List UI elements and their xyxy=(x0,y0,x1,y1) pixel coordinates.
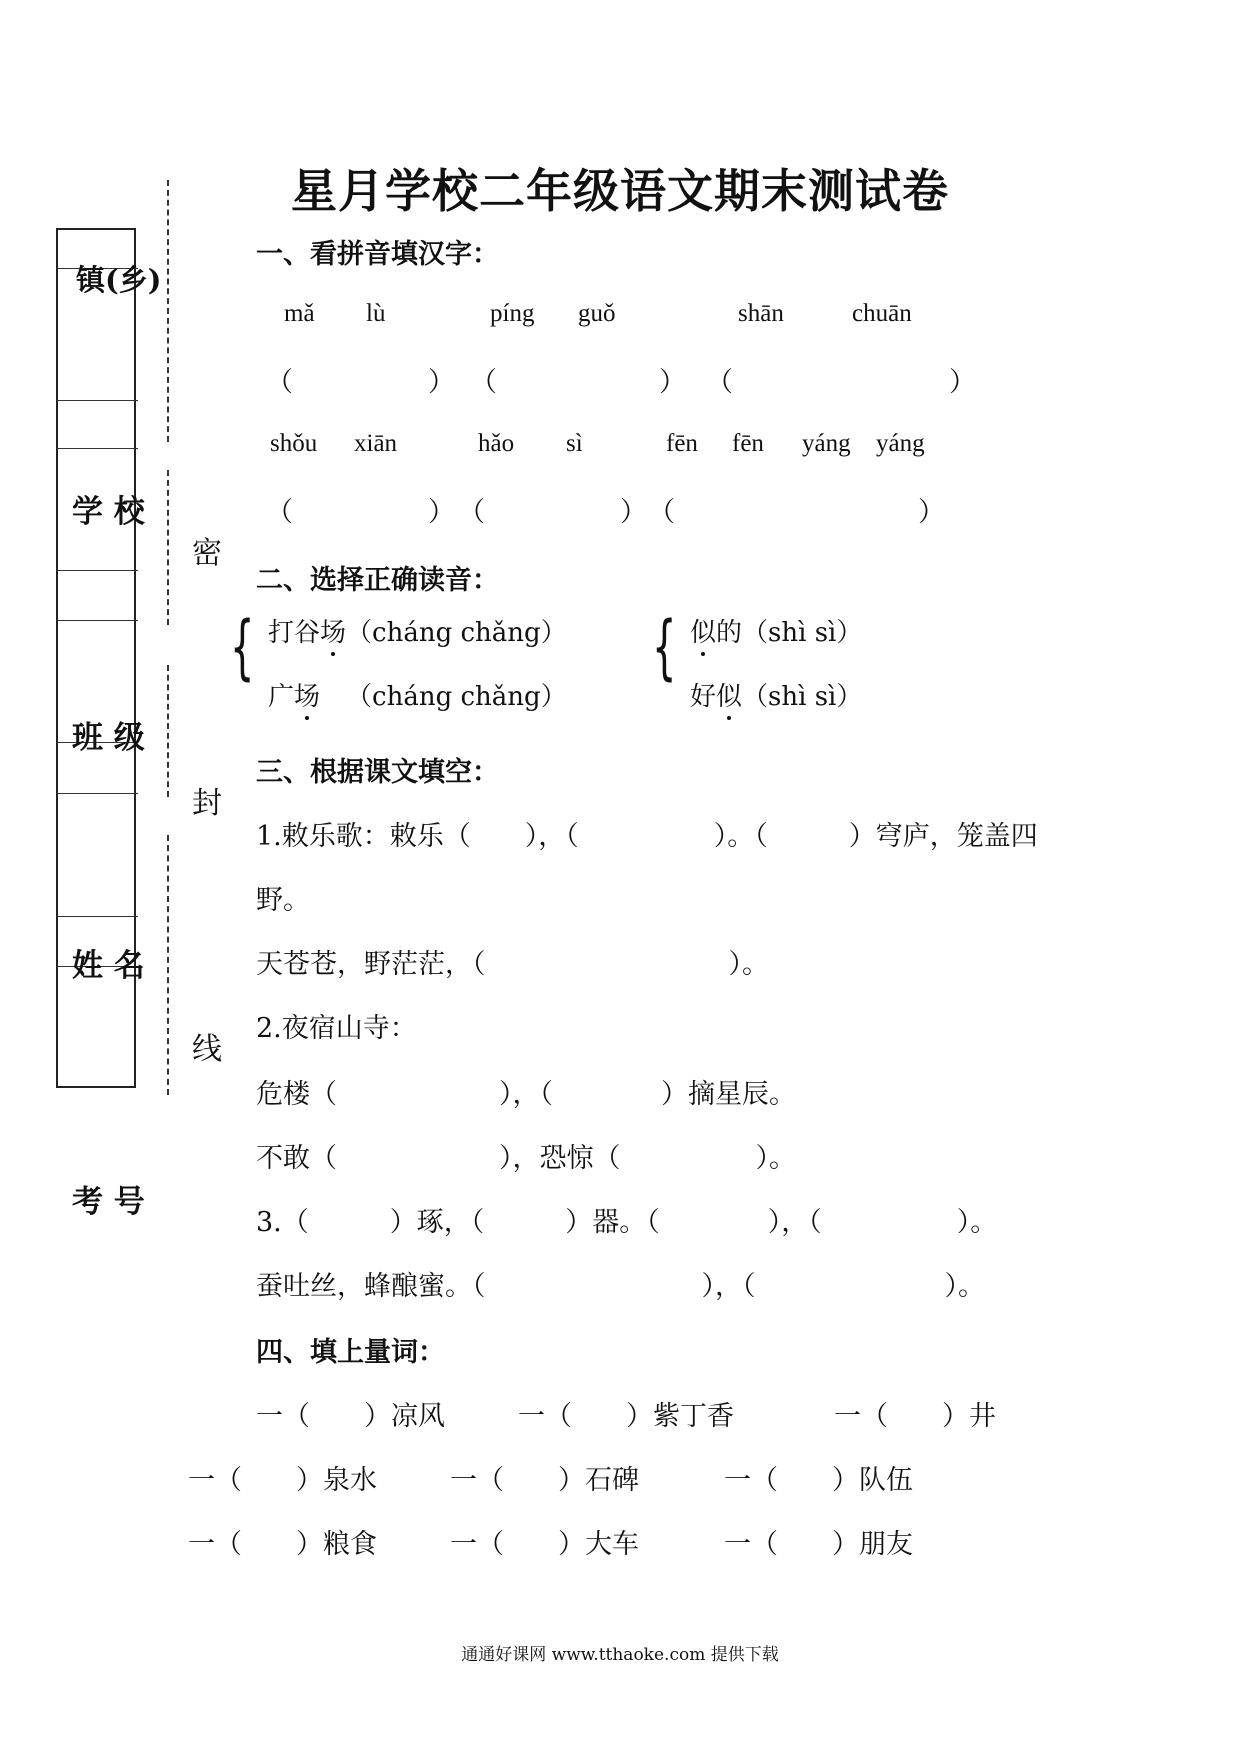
pinyin: fēn xyxy=(666,430,698,457)
fill-blank-line: 野。 xyxy=(256,885,310,916)
section-heading: 一、看拼音填汉字： xyxy=(256,239,499,270)
fill-blank-line[interactable]: 蚕吐丝，蜂酿蜜。（ ），（ ）。 xyxy=(256,1271,985,1302)
brace: { xyxy=(230,606,255,688)
section-heading: 三、根据课文填空： xyxy=(256,757,499,788)
divider xyxy=(56,400,138,401)
fill-blank-line[interactable]: 3.（ ）琢，（ ）器。（ ），（ ）。 xyxy=(256,1207,998,1238)
marked-char: 场 xyxy=(320,612,346,649)
seal-dashed-line xyxy=(167,470,169,625)
marked-char: 场 xyxy=(294,676,320,713)
name-label: 姓 名 xyxy=(72,948,145,984)
answer-blank[interactable]: （ ） xyxy=(266,497,455,528)
answer-blank[interactable]: （ ） xyxy=(266,367,455,398)
answer-blank[interactable]: （ ） xyxy=(648,497,945,528)
page-title: 星月学校二年级语文期末测试卷 xyxy=(291,164,949,218)
pinyin: shān xyxy=(738,300,784,327)
pinyin: mǎ xyxy=(284,300,315,327)
measure-word-item[interactable]: 一（ ）紫丁香 xyxy=(518,1401,734,1432)
pronunciation-item[interactable]: 似的（shì sì） xyxy=(690,612,862,649)
pinyin: guǒ xyxy=(578,300,616,327)
footer-credit: 通通好课网 www.tthaoke.com 提供下载 xyxy=(461,1645,779,1665)
seal-char: 密 xyxy=(192,536,222,571)
seal-char: 封 xyxy=(192,786,222,821)
measure-word-item[interactable]: 一（ ）粮食 xyxy=(188,1529,377,1560)
measure-word-item[interactable]: 一（ ）队伍 xyxy=(724,1465,913,1496)
divider xyxy=(56,916,138,917)
fill-blank-line[interactable]: 危楼（ ），（ ）摘星辰。 xyxy=(256,1079,796,1110)
divider xyxy=(56,793,138,794)
pinyin: sì xyxy=(566,430,583,457)
exam-number-label: 考 号 xyxy=(72,1184,145,1220)
brace: { xyxy=(652,606,677,688)
pinyin: hǎo xyxy=(478,430,515,457)
class-label: 班 级 xyxy=(72,720,145,756)
pinyin: xiān xyxy=(354,430,398,457)
pronunciation-item[interactable]: 打谷场（cháng chǎng） xyxy=(268,612,567,649)
seal-dashed-line xyxy=(167,180,169,442)
pinyin: chuān xyxy=(852,300,912,327)
measure-word-item[interactable]: 一（ ）大车 xyxy=(450,1529,639,1560)
answer-blank[interactable]: （ ） xyxy=(470,367,686,398)
fill-blank-line[interactable]: 不敢（ ），恐惊（ ）。 xyxy=(256,1143,796,1174)
fill-blank-line: 2.夜宿山寺： xyxy=(256,1013,417,1044)
section-heading: 二、选择正确读音： xyxy=(256,565,499,596)
seal-dashed-line xyxy=(167,665,169,797)
marked-char: 似 xyxy=(690,612,716,649)
measure-word-item[interactable]: 一（ ）石碑 xyxy=(450,1465,639,1496)
fill-blank-line[interactable]: 天苍苍，野茫茫，（ ）。 xyxy=(256,949,769,980)
school-label: 学 校 xyxy=(72,494,145,530)
measure-word-item[interactable]: 一（ ）井 xyxy=(834,1401,996,1432)
answer-blank[interactable]: （ ） xyxy=(458,497,647,528)
measure-word-item[interactable]: 一（ ）凉风 xyxy=(256,1401,445,1432)
measure-word-item[interactable]: 一（ ）泉水 xyxy=(188,1465,377,1496)
seal-char: 线 xyxy=(192,1032,222,1067)
pinyin: fēn xyxy=(732,430,764,457)
divider xyxy=(56,570,138,571)
fill-blank-line[interactable]: 1.敕乐歌：敕乐（ ），（ ）。（ ）穹庐，笼盖四 xyxy=(256,821,1038,852)
pinyin: yáng xyxy=(802,430,851,457)
pinyin: lù xyxy=(366,300,386,327)
pinyin: píng xyxy=(490,300,535,327)
section-heading: 四、填上量词： xyxy=(256,1337,445,1368)
pinyin: yáng xyxy=(876,430,925,457)
measure-word-item[interactable]: 一（ ）朋友 xyxy=(724,1529,913,1560)
divider xyxy=(56,448,138,449)
answer-blank[interactable]: （ ） xyxy=(706,367,976,398)
pronunciation-item[interactable]: 好似（shì sì） xyxy=(690,676,862,713)
pinyin: shǒu xyxy=(270,430,318,457)
pronunciation-item[interactable]: 广场 （cháng chǎng） xyxy=(268,676,567,713)
marked-char: 似 xyxy=(716,676,742,713)
seal-dashed-line xyxy=(167,835,169,1095)
divider xyxy=(56,620,138,621)
town-label: 镇(乡) xyxy=(76,263,162,297)
